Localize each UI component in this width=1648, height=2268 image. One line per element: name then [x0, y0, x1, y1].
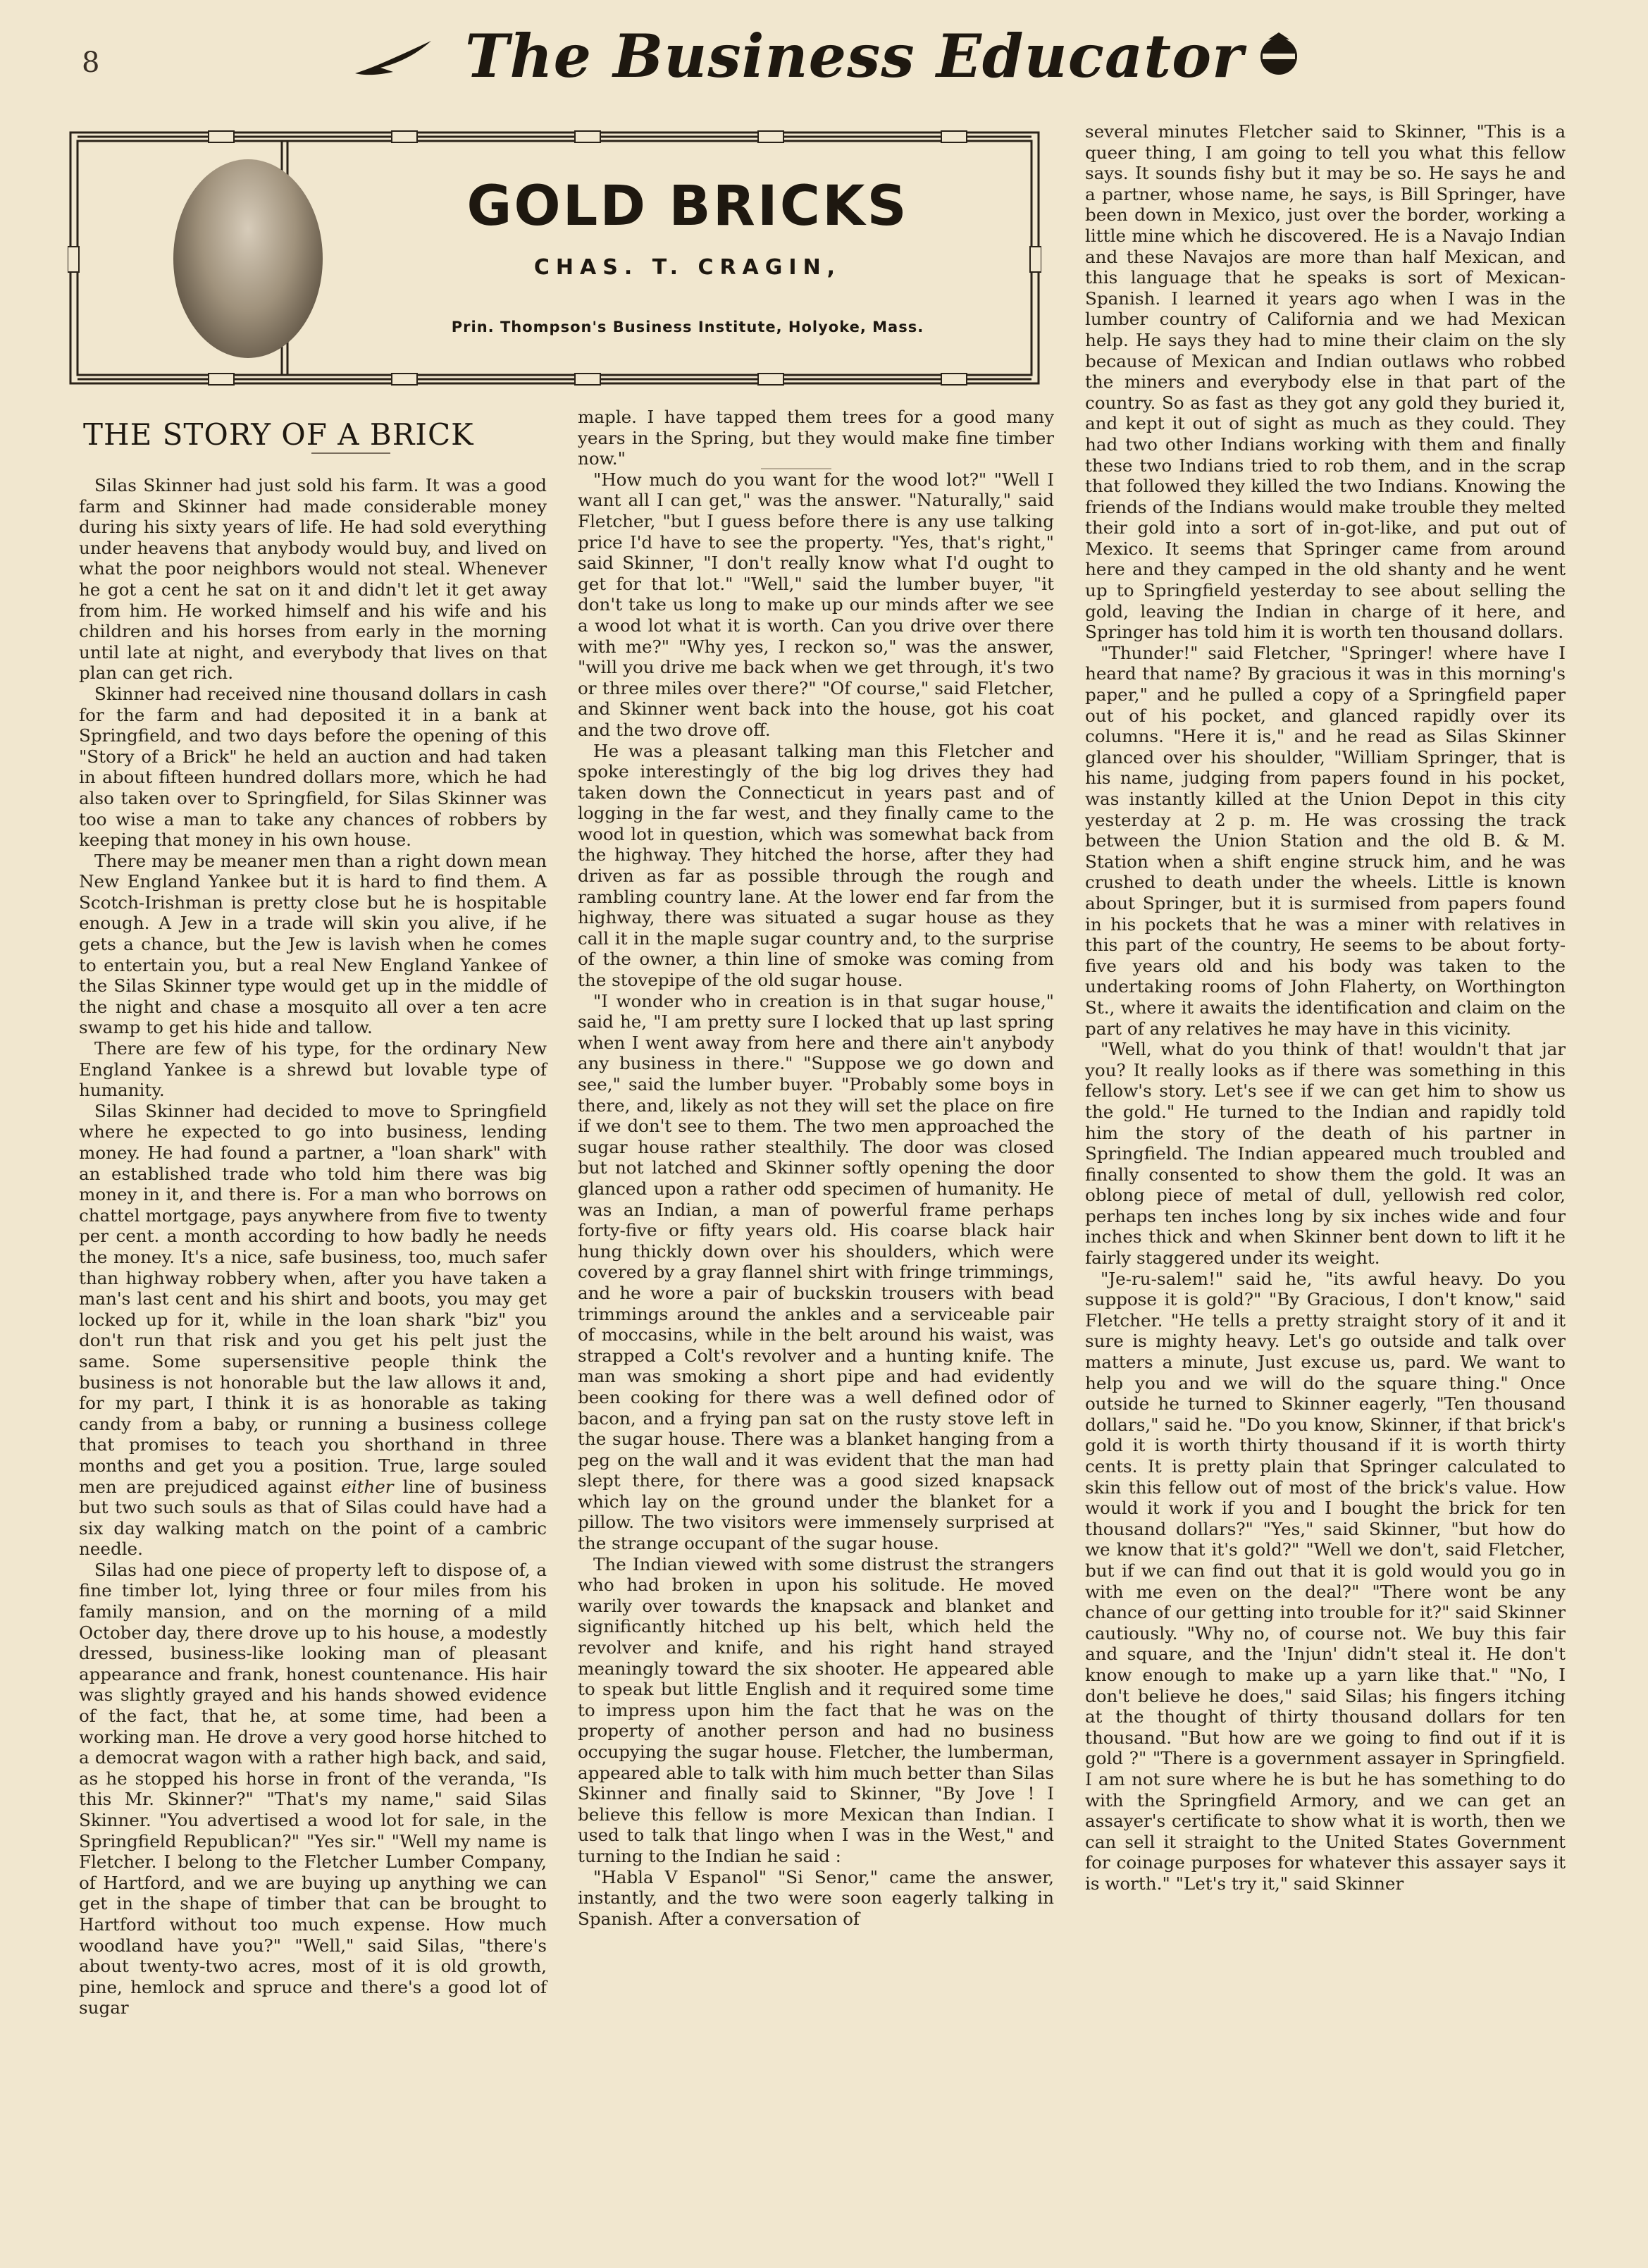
text-run: line of business but two such souls as that of Silas could have had a six day walking match on the point of a cambric needle.: [79, 1476, 547, 1560]
masthead-title: The Business Educator: [465, 21, 1244, 91]
paragraph: maple. I have tapped them trees for a good many years in the Spring, but they would make fine timber now.": [578, 407, 1054, 469]
column-3: [1085, 121, 1566, 1894]
paragraph: Skinner had received nine thousand dollars in cash for the farm and had deposited it in a bank at Springfield, and two days before the opening of this "Story of a Brick" he held an auction and had taken in about fifteen hundred dollars more, which he had also taken over to Springfield, for Silas Skinner was too wise a man to take any chances of robbers by keeping that money in his own house.: [79, 683, 547, 851]
paragraph: Silas had one piece of property left to dispose of, a fine timber lot, lying three or four miles from his family mansion, and on the morning of a mild October day, there drove up to his house, a modestly dressed, business-like looking man of pleasant appearance and frank, honest countenance. His hair was slightly grayed and his hands showed evidence of the fact, that he, at some time, had been a working man. He drove a very good horse hitched to a democrat wagon with a rather high back, and said, as he stopped his horse in front of the veranda, "Is this Mr. Skinner?" "That's my name," said Silas Skinner. "You advertised a wood lot for sale, in the Springfield Republican?" "Yes sir." "Well my name is Fletcher. I belong to the Fletcher Lumber Company, of Hartford, and we are buying up anything we can get in the shape of timber that can be brought to Hartford without too much expense. How much woodland have you?" "Well," said Silas, "there's about twenty-two acres, most of it is old growth, pine, hemlock and spruce and there's a good lot of sugar: [79, 1559, 547, 2019]
heading-rule: [311, 452, 390, 454]
paragraph: "Well, what do you think of that! wouldn't that jar you? It really looks as if there was something in this fellow's story. Let's see if we can get him to show us the gold." He turned to the Indian and rapidly told him the story of the death of his partner in Springfield. The Indian appeared much troubled and finally consented to show them the gold. It was an oblong piece of metal of dull, yellowish red color, perhaps ten inches long by six inches wide and four inches thick and when Skinner bent down to lift it he fairly staggered under its weight.: [1085, 1039, 1566, 1269]
paragraph: He was a pleasant talking man this Fletcher and spoke interestingly of the big log drives they had taken down the Connecticut in years past and of logging in the far west, and they finally came to the wood lot in question, which was somewhat back from the highway. They hitched the horse, after they had driven as far as possible through the rough and rambling country lane. At the lower end far from the highway, there was situated a sugar house as they call it in the maple sugar country and, to the surprise of the owner, a thin line of smoke was coming from the stovepipe of the old sugar house.: [578, 740, 1054, 991]
paragraph: There are few of his type, for the ordinary New England Yankee is a shrewd but lovable type of humanity.: [79, 1038, 547, 1101]
text-run: Silas Skinner had decided to move to Springfield where he expected to go into business, lending money. He had found a partner, a "loan shark" with an established trade who told him there was big money in it, and there is. For a man who borrows on chattel mortgage, pays anywhere from five to twenty per cent. a month according to how badly he needs the money. It's a nice, safe business, too, much safer than highway robbery when, after you have taken a man's last cent and his shirt and boots, you may get locked up for it, while in the loan shark "biz" you don't run that risk and you get his pelt just the same. Some supersensitive people think the business is not honorable but the law allows it and, for my part, I think it is as honorable as taking candy from a baby, or running a business college that promises to teach you shorthand in three months and get you a position. True, large souled men are prejudiced against: [79, 1100, 547, 1497]
header-box: [68, 127, 1041, 389]
paragraph: [79, 1101, 547, 1560]
paragraph: "Thunder!" said Fletcher, "Springer! where have I heard that name? By gracious it was in this morning's paper," and he pulled a copy of a Springfield paper out of his pocket, and glanced rapidly over its columns. "Here it is," and he read as Silas Skinner glanced over his shoulder, "William Springer, that is his name, judging from papers found in his pocket, was instantly killed at the Union Depot in this city yesterday at 2 p. m. He was crossing the track between the Union Station and the old B. & M. Station when a shift engine struck him, and he was crushed to death under the wheels. Little is known about Springer, but it is surmised from papers found in his pockets that he was a miner with relatives in this part of the country, He seems to be about forty-five years old and his body was taken to the undertaking rooms of John Flaherty, on Worthington St., where it awaits the identification and claim on the part of any relatives he may have in this vicinity.: [1085, 642, 1566, 1039]
italic-word: either: [341, 1476, 394, 1497]
author-portrait: [173, 159, 323, 358]
quill-icon: [352, 37, 437, 79]
paragraph: Silas Skinner had just sold his farm. It was a good farm and Skinner had made considerable money during his sixty years of life. He had sold everything under heavens that anybody would buy, and lived on what the poor neighbors would not steal. Whenever he got a cent he sat on it and didn't let it get away from him. He worked himself and his wife and his children and his horses from early in the morning until late at night, and everybody that lives on that plan can get rich.: [79, 475, 547, 684]
paragraph: several minutes Fletcher said to Skinner, "This is a queer thing, I am going to tell you what this fellow says. It sounds fishy but it may be so. He says he and a partner, whose name, he says, is Bill Springer, have been down in Mexico, just over the border, working a little mine which he discovered. He is a Navajo Indian and these Navajos are more than half Mexican, and this language that he speaks is sort of Mexican-Spanish. I learned it years ago when I was in the lumber country of California and we had Mexican help. He says they had to mine their claim on the sly because of Mexican and Indian outlaws who robbed the miners and everybody else in that part of the country. So as fast as they got any gold they buried it, and kept it out of sight as much as they could. They had two other Indians working with them and finally these two Indians tried to rob them, and in the scrap that followed they killed the two Indians. Knowing the friends of the Indians would make trouble they melted their gold into a sort of in-got-like, and put out of Mexico. It seems that Springer came from around here and they camped in the old shanty and he went up to Springfield yesterday to see about selling the gold, leaving the Indian in charge of it here, and Springer has told him it is worth ten thousand dollars.: [1085, 121, 1566, 643]
paragraph: "Je-ru-salem!" said he, "its awful heavy. Do you suppose it is gold?" "By Gracious, I don't know," said Fletcher. "He tells a pretty straight story of it and it sure is mighty heavy. Let's go outside and talk over matters a minute, Just excuse us, pard. We want to help you and we will do the square thing." Once outside he turned to Skinner eagerly, "Ten thousand dollars," said he. "Do you know, Skinner, if that brick's gold it is worth thirty thousand if it is worth thirty cents. It is pretty plain that Springer calculated to skin this fellow out of most of the brick's value. How would it work if you and I bought the brick for ten thousand dollars?" "Yes," said Skinner, "but how do we know that it's gold?" "Well we don't, said Fletcher, but if we can find out that it is gold would you go in with me even on the deal?" "There wont be any chance of our getting into trouble for it?" said Skinner cautiously. "Why no, of course not. We buy this fair and square, and the 'Injun' didn't steal it. He don't know enough to make up a yarn like that." "No, I don't believe he does," said Silas; his fingers itching at the thought of thirty thousand dollars for ten thousand. "But how are we going to find out if it is gold ?" "There is a government assayer in Springfield. I am not sure where he is but he has something to do with the Springfield Armory, and we can get an assayer's certificate to show what it is worth, then we can sell it straight to the United States Government for coinage purposes for whatever this assayer says it is worth." "Let's try it," said Skinner: [1085, 1268, 1566, 1894]
paragraph: "Habla V Espanol" "Si Senor," came the answer, instantly, and the two were soon eagerly talking in Spanish. After a conversation of: [578, 1866, 1054, 1929]
column-1: [79, 475, 547, 2019]
paragraph: "How much do you want for the wood lot?" "Well I want all I can get," was the answer. "Naturally," said Fletcher, "but I guess before there is any use talking price I'd have to see the property. "Yes, that's right," said Skinner, "I don't really know what I'd ought to get for that lot." "Well," said the lumber buyer, "it don't take us long to make up our minds after we see a wood lot what it is worth. Can you drive over there with me?" "Why yes, I reckon so," was the answer, "will you drive me back when we get through, it's two or three miles over there?" "Of course," said Fletcher, and Skinner went back into the house, got his coat and the two drove off.: [578, 469, 1054, 740]
article-title: GOLD BRICKS: [466, 175, 909, 238]
paragraph: "I wonder who in creation is in that sugar house," said he, "I am pretty sure I locked that up last spring when I went away from here and there ain't anybody any business in there." "Suppose we go down and see," said the lumber buyer. "Probably some boys in there, and, likely as not they will set the place on fire if we don't see to them. The two men approached the sugar house rather stealthily. The door was closed but not latched and Skinner softly opening the door glanced upon a rather odd specimen of humanity. He was an Indian, a man of powerful frame perhaps forty-five or fifty years old. His coarse black hair hung thickly down over his shoulders, which were covered by a gray flannel shirt with fringe trimmings, and he wore a pair of buckskin trousers with bead trimmings around the ankles and a serviceable pair of moccasins, while in the belt around his waist, was strapped a Colt's revolver and a hunting knife. The man was smoking a short pipe and had evidently been cooking for there was a well defined odor of bacon, and a frying pan sat on the rusty stove left in the sugar house. There was a blanket hanging from a peg on the wall and it was evident that the man had slept there, for there was a good sized knapsack which lay on the ground under the blanket for a pillow. The two visitors were immensely surprised at the strange occupant of the sugar house.: [578, 990, 1054, 1554]
author-name: CHAS. T. CRAGIN,: [533, 255, 842, 280]
page-number: 8: [82, 47, 100, 79]
story-heading: THE STORY OF A BRICK: [83, 417, 474, 452]
column-2: [578, 407, 1054, 1929]
paragraph: There may be meaner men than a right down mean New England Yankee but it is hard to find them. A Scotch-Irishman is pretty close but he is hospitable enough. A Jew in a trade will skin you alive, if he gets a chance, but the Jew is lavish when he comes to entertain you, but a real New England Yankee of the Silas Skinner type would get up in the middle of the night and chase a mosquito all over a ten acre swamp to get his hide and tallow.: [79, 850, 547, 1038]
paragraph: The Indian viewed with some distrust the strangers who had broken in upon his solitude. He moved warily over towards the knapsack and blanket and significantly hitched up his belt, which held the revolver and knife, and his right hand strayed meaningly toward the six shooter. He appeared able to speak but little English and it required some time to impress upon him the fact that he was on the property of another person and had no business occupying the sugar house. Fletcher, the lumberman, appeared able to talk with him much better than Silas Skinner and finally said to Skinner, "By Jove ! I believe this fellow is more Mexican than Indian. I used to talk that lingo when I was in the West," and turning to the Indian he said :: [578, 1553, 1054, 1866]
emblem-icon: [1254, 30, 1303, 79]
author-affiliation: Prin. Thompson's Business Institute, Holyoke, Mass.: [451, 319, 924, 335]
